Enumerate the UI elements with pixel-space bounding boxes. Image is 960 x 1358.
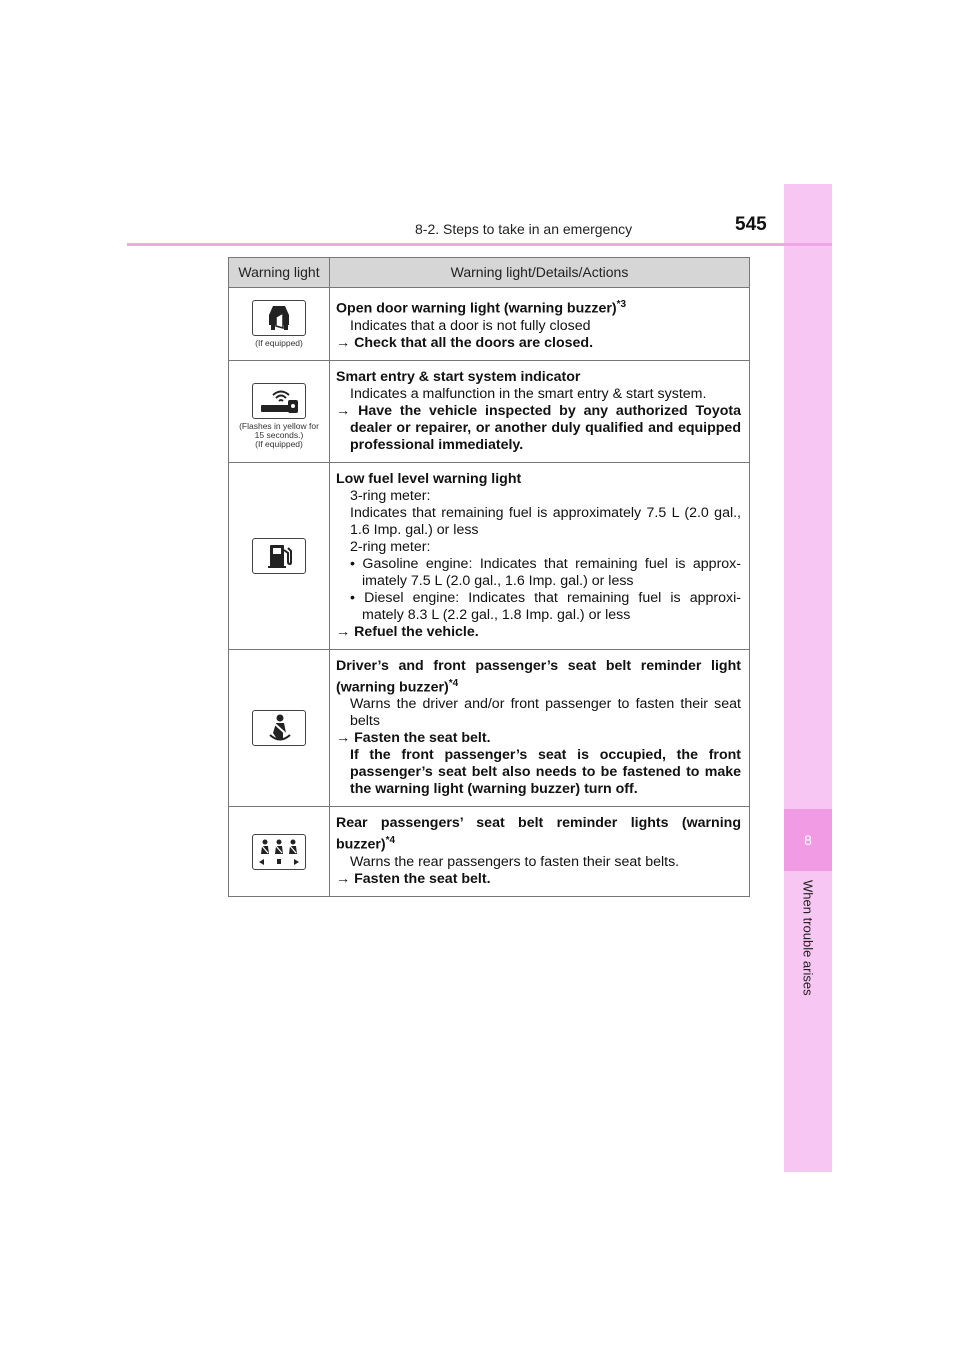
footnote-ref: *4 [448,677,459,689]
table-row [229,807,750,897]
seat-belt-icon [252,710,306,746]
action-text: → Fasten the seat belt. [336,730,491,747]
details-cell [330,288,750,361]
col-header-details: Warning light/Details/Actions [330,258,750,288]
chapter-number: 8 [784,809,832,871]
icon-cell [229,360,330,462]
row-title: Smart entry & start system indicator [336,368,581,385]
detail-text: Indicates a malfunction in the smart entry & start system. [350,385,707,402]
warning-light-table [228,257,750,897]
icon-cell [229,288,330,361]
detail-text: 2-ring meter: [350,538,431,555]
bullet-item: • Diesel engine: Indicates that remaining fuel is approxi-mately 8.3 L (2.2 gal., 1.8 Imp. gal.) or less [350,589,741,623]
icon-caption-2: 15 seconds.) [254,430,304,441]
header-rule [127,243,832,246]
table-row [229,462,750,649]
action-text: → Check that all the doors are closed. [336,334,594,351]
table-row [229,360,750,462]
icon-cell [229,649,330,807]
detail-text: Indicates that remaining fuel is approximately 7.5 L (2.0 gal., 1.6 Imp. gal.) or less [350,504,741,538]
icon-cell [229,807,330,897]
bullet-item: • Gasoline engine: Indicates that remaining fuel is approx-imately 7.5 L (2.0 gal., 1.6 Imp. gal.) or less [350,555,741,589]
footnote-ref: *3 [616,299,627,310]
table-row [229,288,750,361]
col-header-warning-light: Warning light [229,258,330,288]
row-title: Low fuel level warning light [336,470,522,487]
details-cell [330,360,750,462]
detail-text: Warns the driver and/or front passenger to fasten their seat belts [350,696,741,730]
action-note: If the front passenger’s seat is occupied, the front passenger’s seat belt also needs to be fastened to make the warning light (warning buzzer) turn off. [350,747,741,798]
smart-key-icon [252,383,306,419]
detail-text: Warns the rear passengers to fasten their seat belts. [350,854,680,871]
row-title: Driver’s and front passenger’s seat belt reminder light (warning buzzer) [336,657,741,696]
action-text: → Fasten the seat belt. [336,871,491,888]
detail-text: 3-ring meter: [350,487,431,504]
rear-seat-belt-icon [252,834,306,870]
page-number: 545 [735,214,767,235]
table-row [229,649,750,807]
detail-text: Indicates that a door is not fully closed [350,317,591,334]
icon-cell [229,462,330,649]
table-header-row [229,258,750,288]
section-title: 8-2. Steps to take in an emergency [415,221,633,237]
details-cell [330,649,750,807]
row-title: Rear passengers’ seat belt reminder lights (warning buzzer) [336,815,741,854]
side-tab [784,184,832,1172]
chapter-title: When trouble arises [800,880,816,996]
icon-caption-3: (If equipped) [255,439,303,450]
row-title: Open door warning light (warning buzzer) [336,300,617,317]
footnote-ref: *4 [385,835,396,847]
fuel-pump-icon [252,538,306,574]
action-text: → Have the vehicle inspected by any authorized Toyota dealer or repairer, or another duly qualified and equipped professional immediately. [336,402,741,453]
open-door-icon [252,300,306,336]
icon-caption: (If equipped) [255,337,303,348]
icon-caption-1: (Flashes in yellow for [239,421,319,432]
action-text: → Refuel the vehicle. [336,623,479,640]
details-cell [330,807,750,897]
details-cell [330,462,750,649]
